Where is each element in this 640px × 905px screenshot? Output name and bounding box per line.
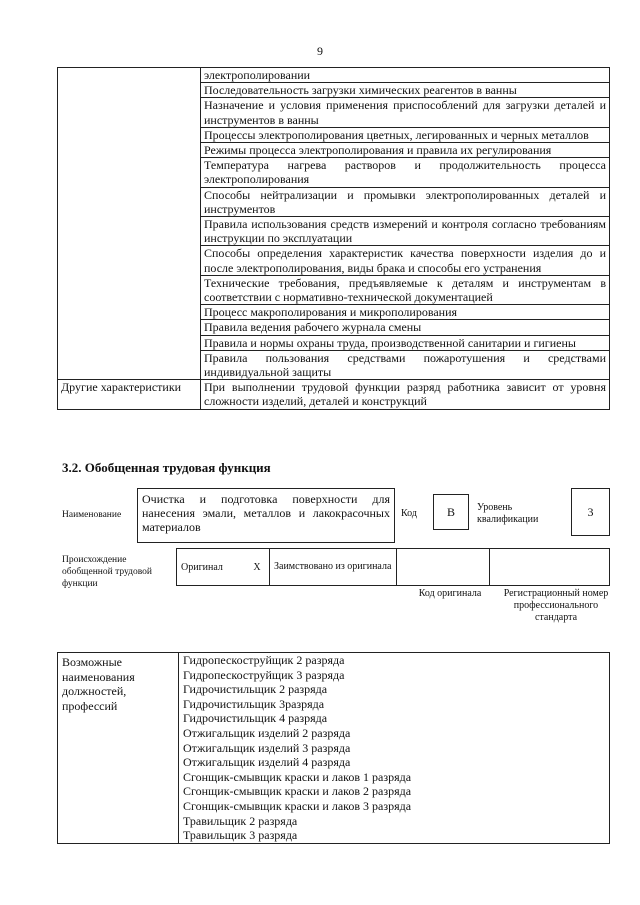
table-cell: Способы нейтрализации и промывки электрополированных деталей и инструментов: [201, 187, 610, 216]
code-label: Код: [401, 508, 417, 519]
table-cell: Правила использования средств измерений и контроля согласно требованиям инструкции по эксплуатации: [201, 217, 610, 246]
table-label-cell: [58, 68, 201, 380]
original-mark: X: [245, 549, 270, 586]
positions-label: Возможные наименования должностей, профессий: [58, 653, 179, 844]
original-label: Оригинал: [177, 549, 246, 586]
table-cell: Температура нагрева растворов и продолжительность процесса электрополирования: [201, 158, 610, 187]
table-cell: Способы определения характеристик качества поверхности изделия до и после электрополирования, виды брака и способы его устранения: [201, 246, 610, 275]
original-code-cell: [397, 549, 490, 586]
list-item: Сгонщик-смывщик краски и лаков 2 разряда: [183, 784, 412, 799]
list-item: Отжигальщик изделий 2 разряда: [183, 725, 351, 740]
table-cell: Технические требования, предъявляемые к деталям и инструментам в соответствии с нормативно-технической документацией: [201, 275, 610, 304]
table-row: [58, 653, 610, 844]
list-item: Гидропескоструйщик 3 разряда: [183, 667, 345, 682]
origin-table: [176, 548, 610, 586]
original-code-caption: Код оригинала: [418, 588, 482, 599]
list-item: Сгонщик-смывщик краски и лаков 1 разряда: [183, 769, 412, 784]
list-item: Гидропескоструйщик 2 разряда: [183, 653, 345, 667]
table-cell: Правила и нормы охраны труда, производственной санитарии и гигиены: [201, 335, 610, 350]
table-cell: При выполнении трудовой функции разряд работника зависит от уровня сложности изделий, деталей и конструкций: [201, 380, 610, 409]
reg-number-caption: Регистрационный номер профессионального стандарта: [503, 588, 609, 623]
table-cell: электрополировании: [201, 68, 610, 83]
qualification-level-label: Уровень квалификации: [477, 502, 539, 525]
table-cell: Режимы процесса электрополирования и правила их регулирования: [201, 143, 610, 158]
positions-list: [179, 653, 610, 844]
table-cell: Последовательность загрузки химических реагентов в ванны: [201, 83, 610, 98]
code-box: B: [433, 494, 469, 530]
function-name-box: Очистка и подготовка поверхности для нанесения эмали, металлов и лакокрасочных материалов: [137, 488, 395, 543]
list-item: Гидрочистильщик 3разряда: [183, 696, 325, 711]
borrowed-label: Заимствовано из оригинала: [270, 549, 397, 586]
list-item: Травильщик 2 разряда: [183, 813, 298, 828]
table-cell: Процессы электрополирования цветных, легированных и черных металлов: [201, 127, 610, 142]
origin-label: Происхождение обобщенной трудовой функции: [62, 555, 152, 589]
table-row: [58, 68, 610, 83]
section-title: 3.2. Обобщенная трудовая функция: [62, 460, 271, 475]
list-item: Отжигальщик изделий 4 разряда: [183, 755, 351, 770]
table-cell: Назначение и условия применения приспособлений для загрузки деталей и инструментов в ванны: [201, 98, 610, 127]
list-item: Травильщик 3 разряда: [183, 828, 298, 843]
page-number: 9: [317, 44, 323, 58]
other-characteristics-label: Другие характеристики: [58, 380, 201, 409]
qualification-level-box: 3: [571, 488, 610, 536]
table-row: [177, 549, 610, 586]
list-item: Сгонщик-смывщик краски и лаков 3 разряда: [183, 798, 412, 813]
name-label: Наименование: [62, 510, 122, 520]
positions-table: [57, 652, 610, 844]
table-row: [58, 380, 610, 409]
list-item: Гидрочистильщик 4 разряда: [183, 711, 328, 726]
knowledge-table: [57, 67, 610, 410]
reg-number-cell: [490, 549, 610, 586]
list-item: Отжигальщик изделий 3 разряда: [183, 740, 351, 755]
table-cell: Правила пользования средствами пожаротушения и средствами индивидуальной защиты: [201, 350, 610, 379]
table-cell: Правила ведения рабочего журнала смены: [201, 320, 610, 335]
table-cell: Процесс макрополирования и микрополирования: [201, 305, 610, 320]
list-item: Гидрочистильщик 2 разряда: [183, 682, 328, 697]
